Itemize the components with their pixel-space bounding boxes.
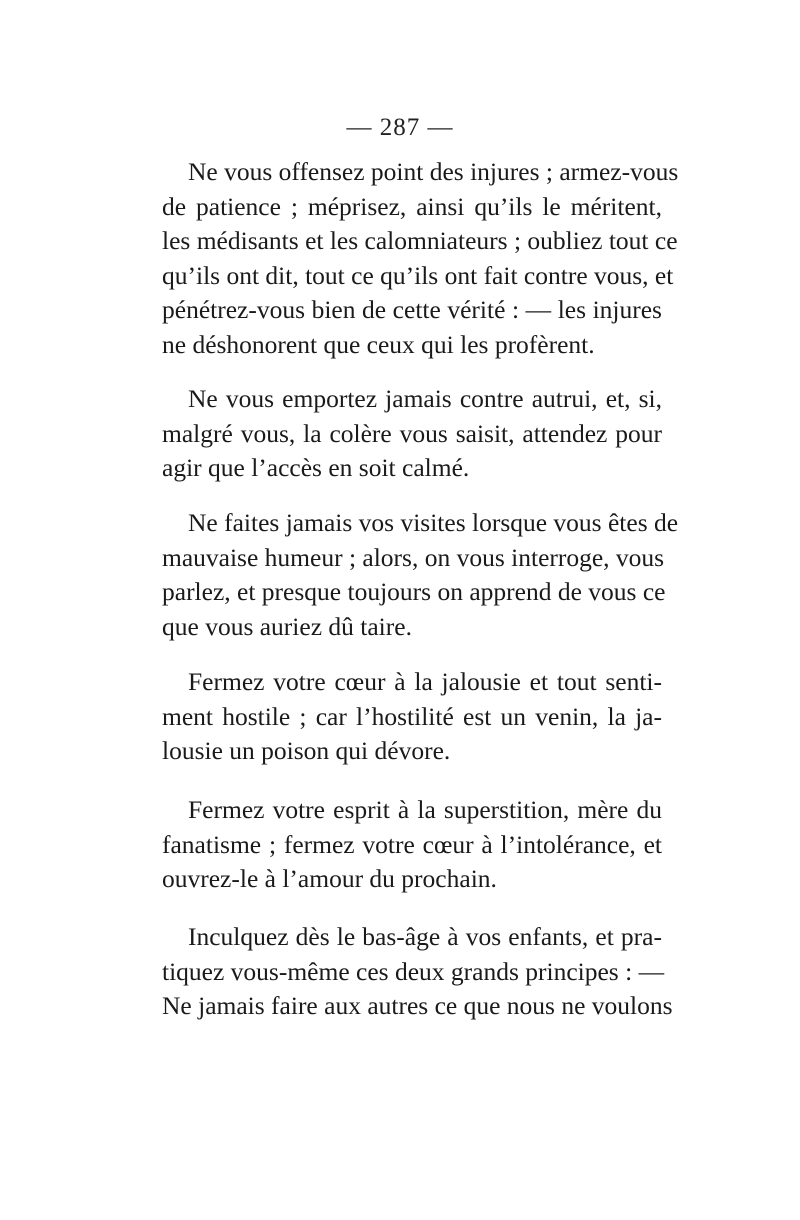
text-line: ne déshonorent que ceux qui les profèrent.: [162, 329, 595, 359]
text-line: que vous auriez dû taire.: [162, 611, 412, 641]
text-line: Ne vous offensez point des injures ; armez-vous: [188, 157, 679, 186]
text-line: les médisants et les calomniateurs ; oubliez tout ce: [162, 226, 678, 256]
paragraph-jalousie: [162, 665, 662, 769]
text-line: malgré vous, la colère vous saisit, attendez pour: [162, 418, 662, 448]
paragraph-principes: [162, 920, 673, 1024]
paragraph-injures: [162, 155, 679, 363]
text-line: Fermez votre cœur à la jalousie et tout senti-: [188, 667, 662, 696]
text-line: mauvaise humeur ; alors, on vous interroge, vous: [162, 542, 665, 572]
paragraph-visites: [162, 506, 679, 644]
page-number: — 287 —: [346, 114, 454, 141]
text-line: fanatisme ; fermez votre cœur à l’intolérance, et: [162, 829, 662, 859]
paragraph-colere: [162, 382, 662, 486]
text-line: pénétrez-vous bien de cette vérité : — les injures: [162, 295, 662, 325]
text-line: lousie un poison qui dévore.: [162, 736, 451, 766]
paragraph-superstition: [162, 793, 662, 897]
text-line: Fermez votre esprit à la superstition, mère du: [188, 795, 662, 824]
text-line: de patience ; méprisez, ainsi qu’ils le méritent,: [162, 191, 662, 221]
text-line: Inculquez dès le bas-âge à vos enfants, et pra-: [188, 922, 662, 951]
text-line: agir que l’accès en soit calmé.: [162, 453, 470, 483]
text-line: tiquez vous-même ces deux grands principes : —: [162, 956, 665, 986]
text-line: Ne jamais faire aux autres ce que nous ne voulons: [162, 991, 673, 1021]
text-line: Ne vous emportez jamais contre autrui, et, si,: [188, 384, 662, 413]
text-line: Ne faites jamais vos visites lorsque vous êtes de: [188, 508, 679, 537]
text-line: parlez, et presque toujours on apprend de vous ce: [162, 577, 666, 607]
text-line: ouvrez-le à l’amour du prochain.: [162, 864, 497, 894]
text-line: qu’ils ont dit, tout ce qu’ils ont fait contre vous, et: [162, 260, 674, 290]
text-line: ment hostile ; car l’hostilité est un venin, la ja-: [162, 701, 662, 731]
